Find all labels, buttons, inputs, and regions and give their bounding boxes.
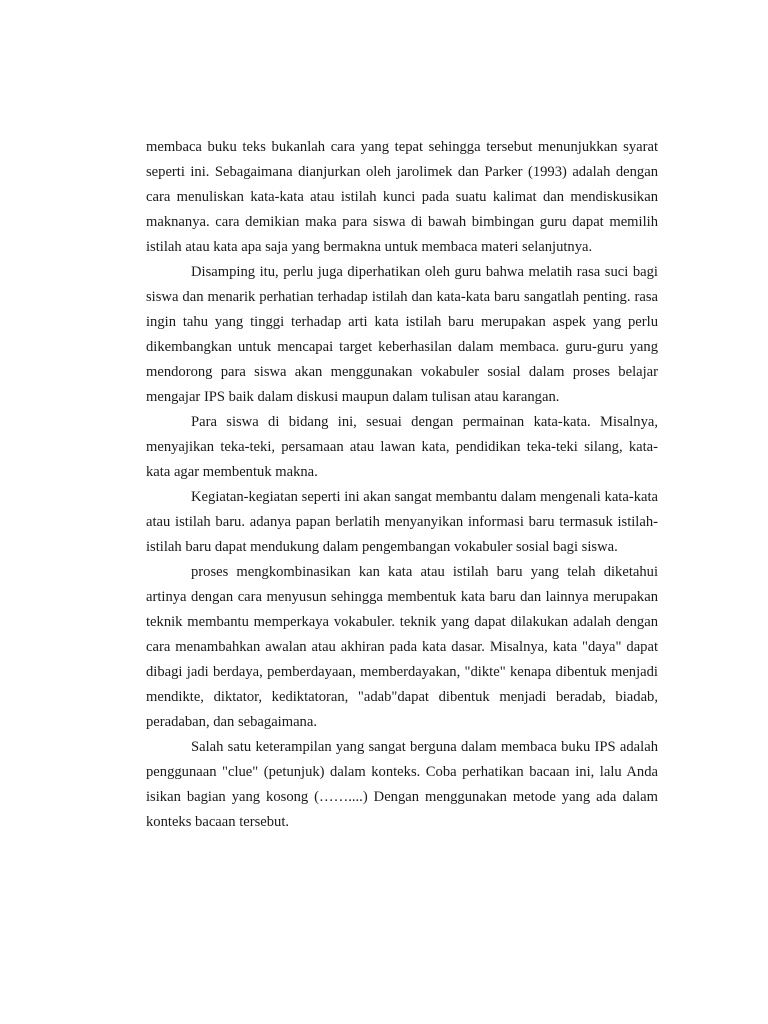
document-body bbox=[146, 135, 658, 835]
paragraph: Para siswa di bidang ini, sesuai dengan permainan kata-kata. Misalnya, menyajikan teka-teki, persamaan atau lawan kata, pendidikan teka-teki silang, kata-kata agar membentuk makna. bbox=[146, 414, 658, 480]
paragraph: proses mengkombinasikan kan kata atau istilah baru yang telah diketahui artinya dengan cara menyusun sehingga membentuk kata baru dan lainnya merupakan teknik membantu memperkaya vokabuler. teknik yang dapat dilakukan adalah dengan cara menambahkan awalan atau akhiran pada kata dasar. Misalnya, kata "daya" dapat dibagi jadi berdaya, pemberdayaan, memberdayakan, "dikte" kenapa dibentuk menjadi mendikte, diktator, kediktatoran, "adab"dapat dibentuk menjadi beradab, biadab, peradaban, dan sebagaimana. bbox=[146, 564, 658, 730]
paragraph: Kegiatan-kegiatan seperti ini akan sangat membantu dalam mengenali kata-kata atau istilah baru. adanya papan berlatih menyanyikan informasi baru termasuk istilah-istilah baru dapat mendukung dalam pengembangan vokabuler sosial bagi siswa. bbox=[146, 489, 658, 555]
paragraph: Disamping itu, perlu juga diperhatikan oleh guru bahwa melatih rasa suci bagi siswa dan menarik perhatian terhadap istilah dan kata-kata baru sangatlah penting. rasa ingin tahu yang tinggi terhadap arti kata istilah baru merupakan aspek yang perlu dikembangkan untuk mencapai target keberhasilan dalam membaca. guru-guru yang mendorong para siswa akan menggunakan vokabuler sosial dalam proses belajar mengajar IPS baik dalam diskusi maupun dalam tulisan atau karangan. bbox=[146, 264, 658, 405]
paragraph-continued: membaca buku teks bukanlah cara yang tepat sehingga tersebut menunjukkan syarat seperti ini. Sebagaimana dianjurkan oleh jarolimek dan Parker (1993) adalah dengan cara menuliskan kata-kata atau istilah kunci pada suatu kalimat dan mendiskusikan maknanya. cara demikian maka para siswa di bawah bimbingan guru dapat memilih istilah atau kata apa saja yang bermakna untuk membaca materi selanjutnya. bbox=[146, 139, 658, 255]
paragraph: Salah satu keterampilan yang sangat berguna dalam membaca buku IPS adalah penggunaan "clue" (petunjuk) dalam konteks. Coba perhatikan bacaan ini, lalu Anda isikan bagian yang kosong (……....) Dengan menggunakan metode yang ada dalam konteks bacaan tersebut. bbox=[146, 739, 658, 830]
